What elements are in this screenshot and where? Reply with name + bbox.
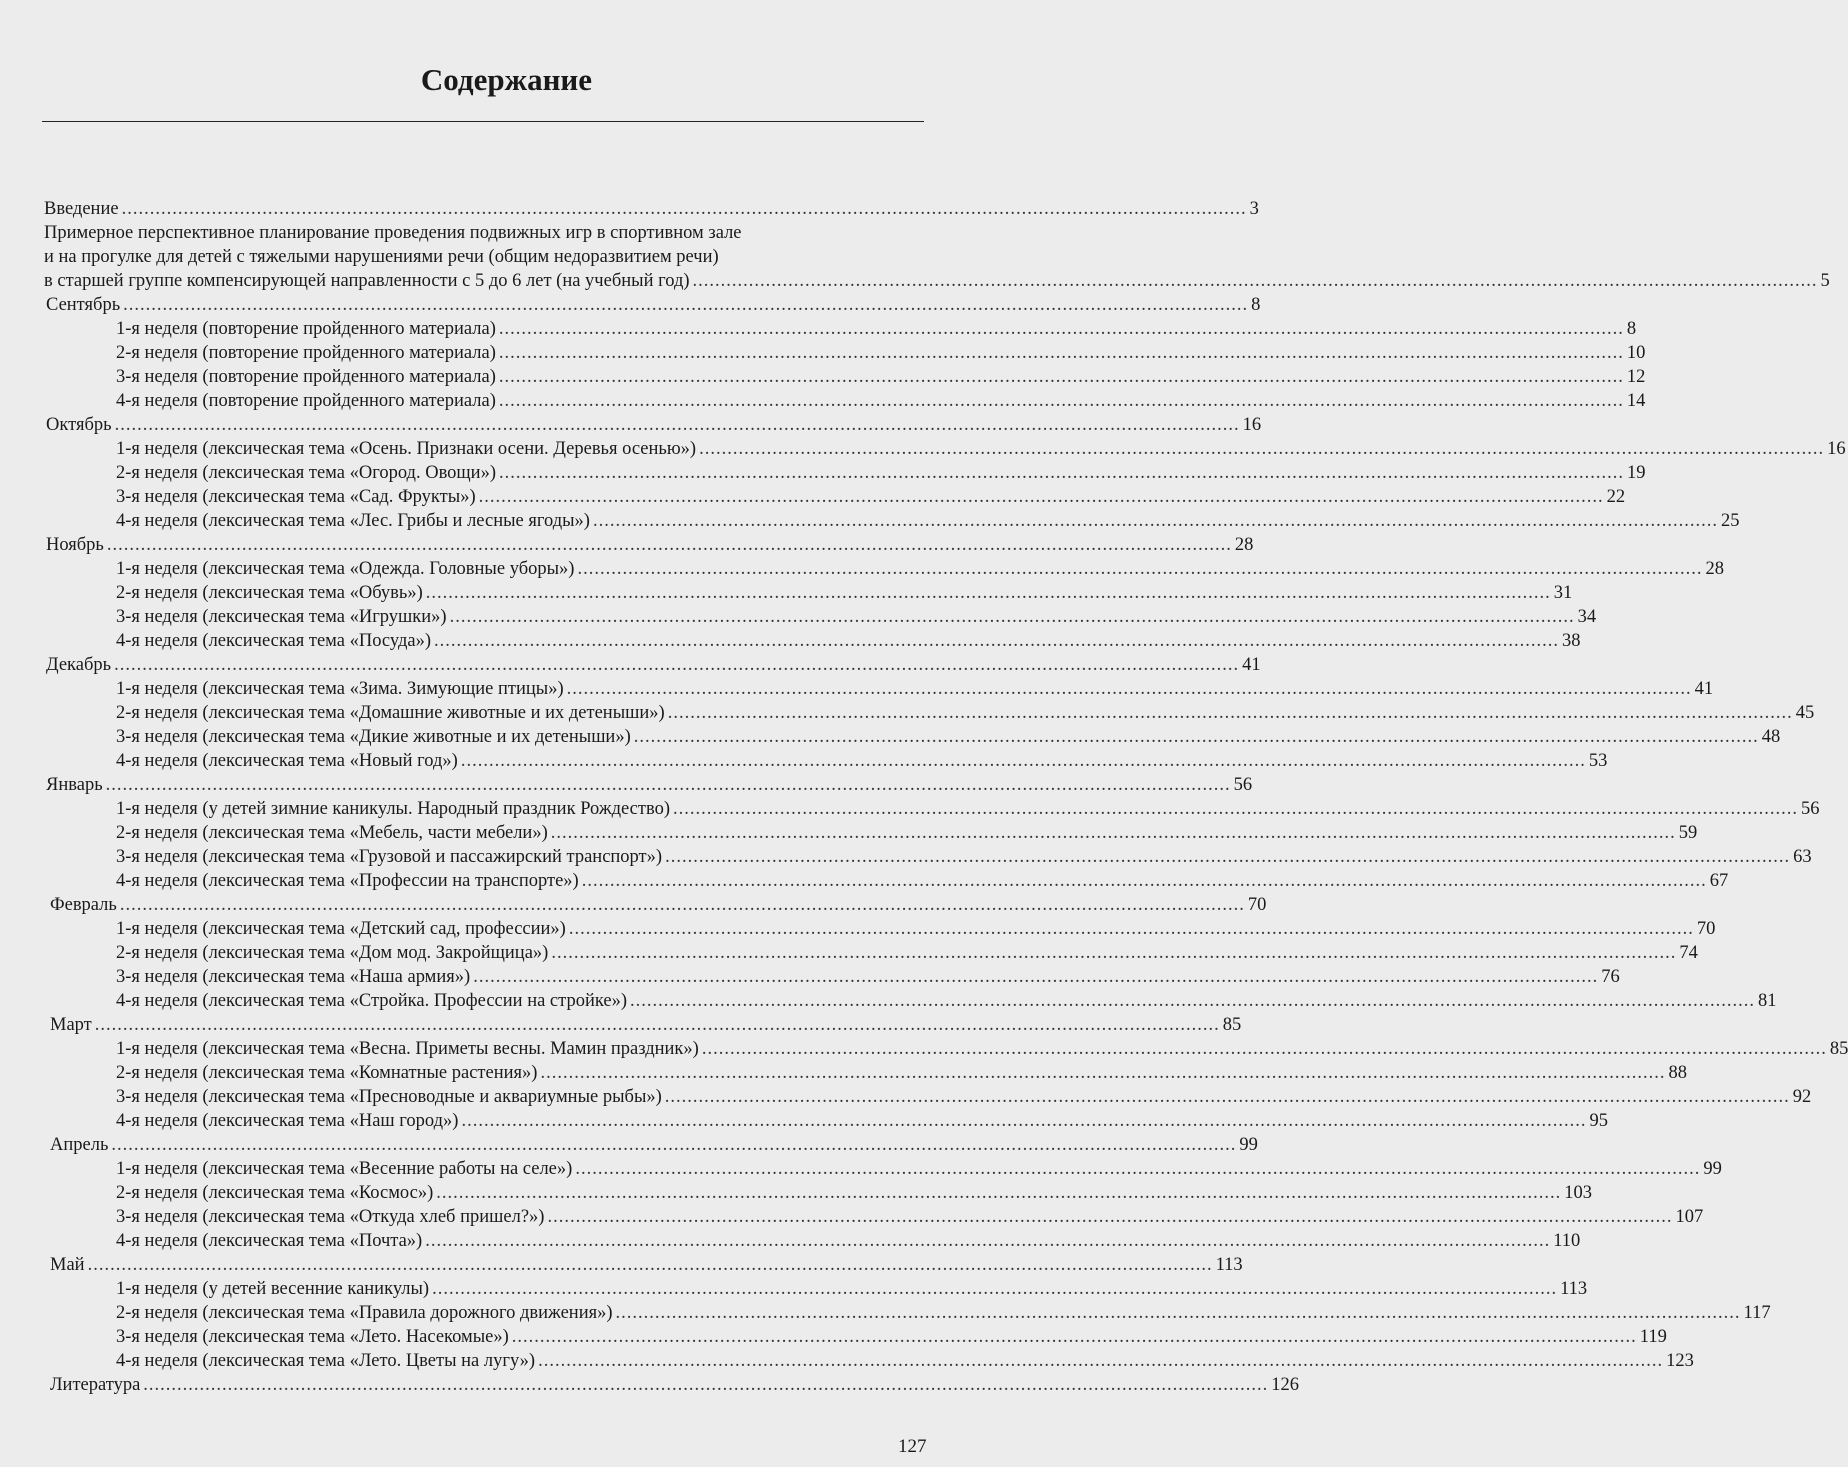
toc-week-label: 1-я неделя (лексическая тема «Осень. Признаки осени. Деревья осенью») [116,439,697,459]
toc-page-number: 67 [1709,871,1729,891]
toc-week-label: 1-я неделя (у детей весенние каникулы) [116,1279,430,1299]
toc-week-entry[interactable] [116,1158,1722,1180]
toc-week-entry[interactable] [116,1230,1581,1252]
planning-line-2: и на прогулке для детей с тяжелыми нарушениями речи (общим недоразвитием речи) [44,247,719,267]
toc-week-entry[interactable] [116,1110,1608,1132]
leader-dots: ........................................................................................................................................................................................................ [633,727,1759,747]
toc-page-number: 14 [1626,391,1646,411]
leader-dots: ........................................................................................................................................................................................................ [701,1039,1827,1059]
toc-week-label: 1-я неделя (у детей зимние каникулы. Народный праздник Рождество) [116,799,670,819]
toc-week-entry[interactable] [116,1182,1592,1204]
leader-dots: ........................................................................................................................................................................................................ [566,679,1692,699]
toc-week-entry[interactable] [116,558,1724,580]
toc-week-label: 2-я неделя (лексическая тема «Огород. Овощи») [116,463,496,483]
toc-week-label: 1-я неделя (лексическая тема «Одежда. Головные уборы») [116,559,575,579]
leader-dots: ........................................................................................................................................................................................................ [111,1135,1237,1155]
toc-week-entry[interactable] [116,390,1646,412]
leader-dots: ........................................................................................................................................................................................................ [119,895,1245,915]
toc-month-entry[interactable] [50,1014,1242,1036]
toc-entry-label: Литература [50,1375,141,1395]
toc-page-number: 95 [1589,1111,1608,1131]
leader-dots: ........................................................................................................................................................................................................ [461,1111,1587,1131]
toc-week-entry[interactable] [116,342,1646,364]
toc-month-label: Ноябрь [46,535,104,555]
leader-dots: ........................................................................................................................................................................................................ [94,1015,1220,1035]
leader-dots: ........................................................................................................................................................................................................ [498,367,1624,387]
leader-dots: ........................................................................................................................................................................................................ [498,319,1624,339]
leader-dots: ........................................................................................................................................................................................................ [123,295,1249,315]
toc-page-number: 16 [1242,415,1262,435]
toc-page-number: 70 [1696,919,1716,939]
toc-month-label: Апрель [50,1135,109,1155]
toc-page-number: 12 [1626,367,1646,387]
leader-dots: ........................................................................................................................................................................................................ [434,631,1560,651]
toc-week-label: 2-я неделя (лексическая тема «Комнатные растения») [116,1063,538,1083]
toc-month-label: Декабрь [46,655,112,675]
toc-month-entry[interactable] [46,654,1261,676]
toc-week-entry[interactable] [116,462,1646,484]
leader-dots: ........................................................................................................................................................................................................ [551,943,1677,963]
toc-page-number: 22 [1606,487,1626,507]
leader-dots: ........................................................................................................................................................................................................ [568,919,1694,939]
toc-week-label: 3-я неделя (лексическая тема «Наша армия») [116,967,471,987]
leader-dots: ........................................................................................................................................................................................................ [432,1279,1558,1299]
toc-week-entry[interactable] [116,750,1608,772]
leader-dots: ........................................................................................................................................................................................................ [473,967,1599,987]
toc-page-number: 107 [1675,1207,1704,1227]
toc-page-number: 41 [1694,679,1714,699]
toc-page-number: 8 [1251,295,1261,315]
toc-week-label: 3-я неделя (лексическая тема «Сад. Фрукты») [116,487,476,507]
toc-week-label: 3-я неделя (лексическая тема «Откуда хлеб пришел?») [116,1207,545,1227]
leader-dots: ........................................................................................................................................................................................................ [106,535,1232,555]
toc-page-number: 45 [1795,703,1815,723]
toc-week-entry[interactable] [116,366,1646,388]
toc-week-label: 4-я неделя (лексическая тема «Лето. Цветы на лугу») [116,1351,536,1371]
toc-week-label: 2-я неделя (лексическая тема «Космос») [116,1183,434,1203]
leader-dots: ........................................................................................................................................................................................................ [114,655,1240,675]
toc-week-label: 3-я неделя (лексическая тема «Пресноводные и аквариумные рыбы») [116,1087,662,1107]
toc-week-entry[interactable] [116,822,1698,844]
toc-week-entry[interactable] [116,726,1781,748]
toc-page-number: 8 [1626,319,1637,339]
toc-page-number: 70 [1247,895,1267,915]
toc-week-entry[interactable] [116,1038,1848,1060]
toc-week-label: 4-я неделя (лексическая тема «Новый год») [116,751,458,771]
toc-month-entry[interactable] [46,774,1253,796]
toc-page-number: 119 [1639,1327,1667,1347]
toc-page-number: 19 [1627,463,1646,483]
toc-week-entry[interactable] [116,870,1729,892]
toc-page-number: 34 [1577,607,1597,627]
toc-week-entry[interactable] [116,846,1812,868]
toc-week-entry[interactable] [116,1350,1694,1372]
leader-dots: ........................................................................................................................................................................................................ [667,703,1793,723]
leader-dots: ........................................................................................................................................................................................................ [538,1351,1664,1371]
toc-month-entry[interactable] [46,534,1254,556]
toc-week-label: 4-я неделя (лексическая тема «Лес. Грибы и лесные ягоды») [116,511,590,531]
toc-page-number: 99 [1239,1135,1258,1155]
toc-entry-planning[interactable] [44,270,1830,292]
leader-dots: ........................................................................................................................................................................................................ [592,511,1718,531]
leader-dots: ........................................................................................................................................................................................................ [540,1063,1666,1083]
toc-page-number: 56 [1233,775,1253,795]
leader-dots: ........................................................................................................................................................................................................ [449,607,1575,627]
leader-dots: ........................................................................................................................................................................................................ [575,1159,1701,1179]
toc-week-label: 3-я неделя (лексическая тема «Дикие животные и их детеныши») [116,727,631,747]
toc-week-label: 3-я неделя (лексическая тема «Лето. Насекомые») [116,1327,509,1347]
toc-month-label: Январь [46,775,103,795]
toc-week-entry[interactable] [116,678,1714,700]
toc-week-label: 1-я неделя (лексическая тема «Весна. Приметы весны. Мамин праздник») [116,1039,699,1059]
toc-page-number: 113 [1215,1255,1243,1275]
toc-page-number: 117 [1743,1303,1771,1323]
toc-week-label: 2-я неделя (лексическая тема «Домашние животные и их детеныши») [116,703,665,723]
toc-page-number: 85 [1222,1015,1242,1035]
toc-week-label: 3-я неделя (лексическая тема «Грузовой и пассажирский транспорт») [116,847,663,867]
toc-week-label: 4-я неделя (лексическая тема «Почта») [116,1231,423,1251]
toc-page-number: 123 [1666,1351,1694,1371]
toc-week-entry[interactable] [116,702,1815,724]
toc-week-label: 2-я неделя (лексическая тема «Правила дорожного движения») [116,1303,613,1323]
toc-week-label: 3-я неделя (повторение пройденного материала) [116,367,496,387]
toc-page-number: 113 [1560,1279,1588,1299]
toc-page-number: 56 [1801,799,1820,819]
page-number: 127 [898,1436,927,1457]
leader-dots: ........................................................................................................................................................................................................ [478,487,1604,507]
page-title: Содержание [420,62,593,97]
toc-week-entry[interactable] [116,486,1626,508]
leader-dots: ........................................................................................................................................................................................................ [121,199,1247,219]
toc-week-label: 3-я неделя (лексическая тема «Игрушки») [116,607,447,627]
toc-page-number: 63 [1793,847,1812,867]
toc-month-label: Февраль [50,895,117,915]
leader-dots: ........................................................................................................................................................................................................ [581,871,1707,891]
toc-week-entry[interactable] [116,918,1716,940]
toc-page-number: 110 [1553,1231,1581,1251]
toc-week-label: 4-я неделя (лексическая тема «Посуда») [116,631,432,651]
toc-week-entry[interactable] [116,1326,1667,1348]
toc-week-entry[interactable] [116,966,1620,988]
toc-week-label: 1-я неделя (лексическая тема «Весенние работы на селе») [116,1159,573,1179]
toc-page-number: 99 [1703,1159,1722,1179]
title-rule [42,121,924,122]
toc-month-entry[interactable] [46,414,1262,436]
leader-dots: ........................................................................................................................................................................................................ [665,847,1791,867]
toc-page-number: 92 [1792,1087,1812,1107]
toc-week-entry[interactable] [116,438,1846,460]
toc-week-label: 1-я неделя (повторение пройденного материала) [116,319,496,339]
leader-dots: ........................................................................................................................................................................................................ [105,775,1231,795]
toc-week-entry[interactable] [116,510,1740,532]
leader-dots: ........................................................................................................................................................................................................ [699,439,1825,459]
toc-month-entry[interactable] [50,1134,1258,1156]
toc-page-number: 31 [1553,583,1573,603]
toc-page-number: 103 [1564,1183,1592,1203]
toc-page-number: 48 [1761,727,1781,747]
leader-dots: ........................................................................................................................................................................................................ [460,751,1586,771]
toc-entry-label: Введение [44,199,119,219]
toc-month-entry[interactable] [50,1254,1243,1276]
toc-week-label: 2-я неделя (повторение пройденного материала) [116,343,496,363]
toc-week-entry[interactable] [116,1062,1687,1084]
toc-page-number: 76 [1601,967,1620,987]
toc-week-label: 2-я неделя (лексическая тема «Обувь») [116,583,423,603]
toc-page-number: 74 [1679,943,1698,963]
leader-dots: ........................................................................................................................................................................................................ [425,1231,1551,1251]
toc-page-number: 88 [1668,1063,1687,1083]
leader-dots: ........................................................................................................................................................................................................ [499,463,1624,483]
leader-dots: ........................................................................................................................................................................................................ [114,415,1240,435]
toc-month-label: Май [50,1255,85,1275]
toc-page-number: 59 [1678,823,1698,843]
leader-dots: ........................................................................................................................................................................................................ [630,991,1755,1011]
toc-month-entry[interactable] [46,294,1261,316]
leader-dots: ........................................................................................................................................................................................................ [498,391,1624,411]
leader-dots: ........................................................................................................................................................................................................ [143,1375,1269,1395]
toc-entry-literature[interactable] [50,1374,1300,1396]
toc-page-number: 10 [1626,343,1646,363]
toc-week-label: 4-я неделя (лексическая тема «Стройка. Профессии на стройке») [116,991,627,1011]
toc-page-number: 81 [1758,991,1777,1011]
toc-week-label: 4-я неделя (лексическая тема «Наш город») [116,1111,459,1131]
toc-week-entry[interactable] [116,798,1820,820]
leader-dots: ........................................................................................................................................................................................................ [498,343,1624,363]
toc-page-number: 85 [1829,1039,1848,1059]
toc-week-entry[interactable] [116,318,1637,340]
toc-page-number: 16 [1827,439,1846,459]
toc-month-entry[interactable] [50,894,1267,916]
toc-page-number: 3 [1249,199,1259,219]
toc-page-number: 5 [1820,271,1830,291]
planning-line-1: Примерное перспективное планирование проведения подвижных игр в спортивном зале [44,223,742,243]
leader-dots: ........................................................................................................................................................................................................ [692,271,1818,291]
leader-dots: ........................................................................................................................................................................................................ [615,1303,1741,1323]
toc-page-number: 25 [1720,511,1740,531]
toc-week-label: 1-я неделя (лексическая тема «Детский сад, профессии») [116,919,566,939]
leader-dots: ........................................................................................................................................................................................................ [436,1183,1562,1203]
toc-week-entry[interactable] [116,1302,1771,1324]
leader-dots: ........................................................................................................................................................................................................ [673,799,1798,819]
toc-page-number: 53 [1588,751,1608,771]
toc-week-entry[interactable] [116,582,1573,604]
toc-week-entry[interactable] [116,630,1581,652]
toc-month-label: Март [50,1015,92,1035]
toc-week-label: 2-я неделя (лексическая тема «Мебель, части мебели») [116,823,548,843]
toc-entry-intro[interactable] [44,198,1259,220]
toc-week-label: 2-я неделя (лексическая тема «Дом мод. Закройщица») [116,943,549,963]
toc-page-number: 126 [1271,1375,1300,1395]
leader-dots: ........................................................................................................................................................................................................ [425,583,1551,603]
toc-month-label: Сентябрь [46,295,121,315]
toc-week-entry[interactable] [116,1086,1812,1108]
toc-week-entry[interactable] [116,1206,1704,1228]
toc-week-entry[interactable] [116,606,1597,628]
leader-dots: ........................................................................................................................................................................................................ [87,1255,1213,1275]
toc-week-label: 1-я неделя (лексическая тема «Зима. Зимующие птицы») [116,679,564,699]
leader-dots: ........................................................................................................................................................................................................ [511,1327,1637,1347]
toc-week-entry[interactable] [116,990,1777,1012]
toc-month-label: Октябрь [46,415,112,435]
toc-page-number: 28 [1234,535,1254,555]
toc-week-label: 4-я неделя (лексическая тема «Профессии на транспорте») [116,871,579,891]
toc-entry-label: в старшей группе компенсирующей направленности с 5 до 6 лет (на учебный год) [44,271,690,291]
toc-page-number: 28 [1705,559,1724,579]
leader-dots: ........................................................................................................................................................................................................ [547,1207,1673,1227]
leader-dots: ........................................................................................................................................................................................................ [577,559,1703,579]
toc-page-number: 38 [1562,631,1581,651]
leader-dots: ........................................................................................................................................................................................................ [664,1087,1790,1107]
leader-dots: ........................................................................................................................................................................................................ [550,823,1676,843]
toc-week-entry[interactable] [116,942,1698,964]
toc-week-label: 4-я неделя (повторение пройденного материала) [116,391,496,411]
toc-week-entry[interactable] [116,1278,1588,1300]
toc-page-number: 41 [1242,655,1261,675]
